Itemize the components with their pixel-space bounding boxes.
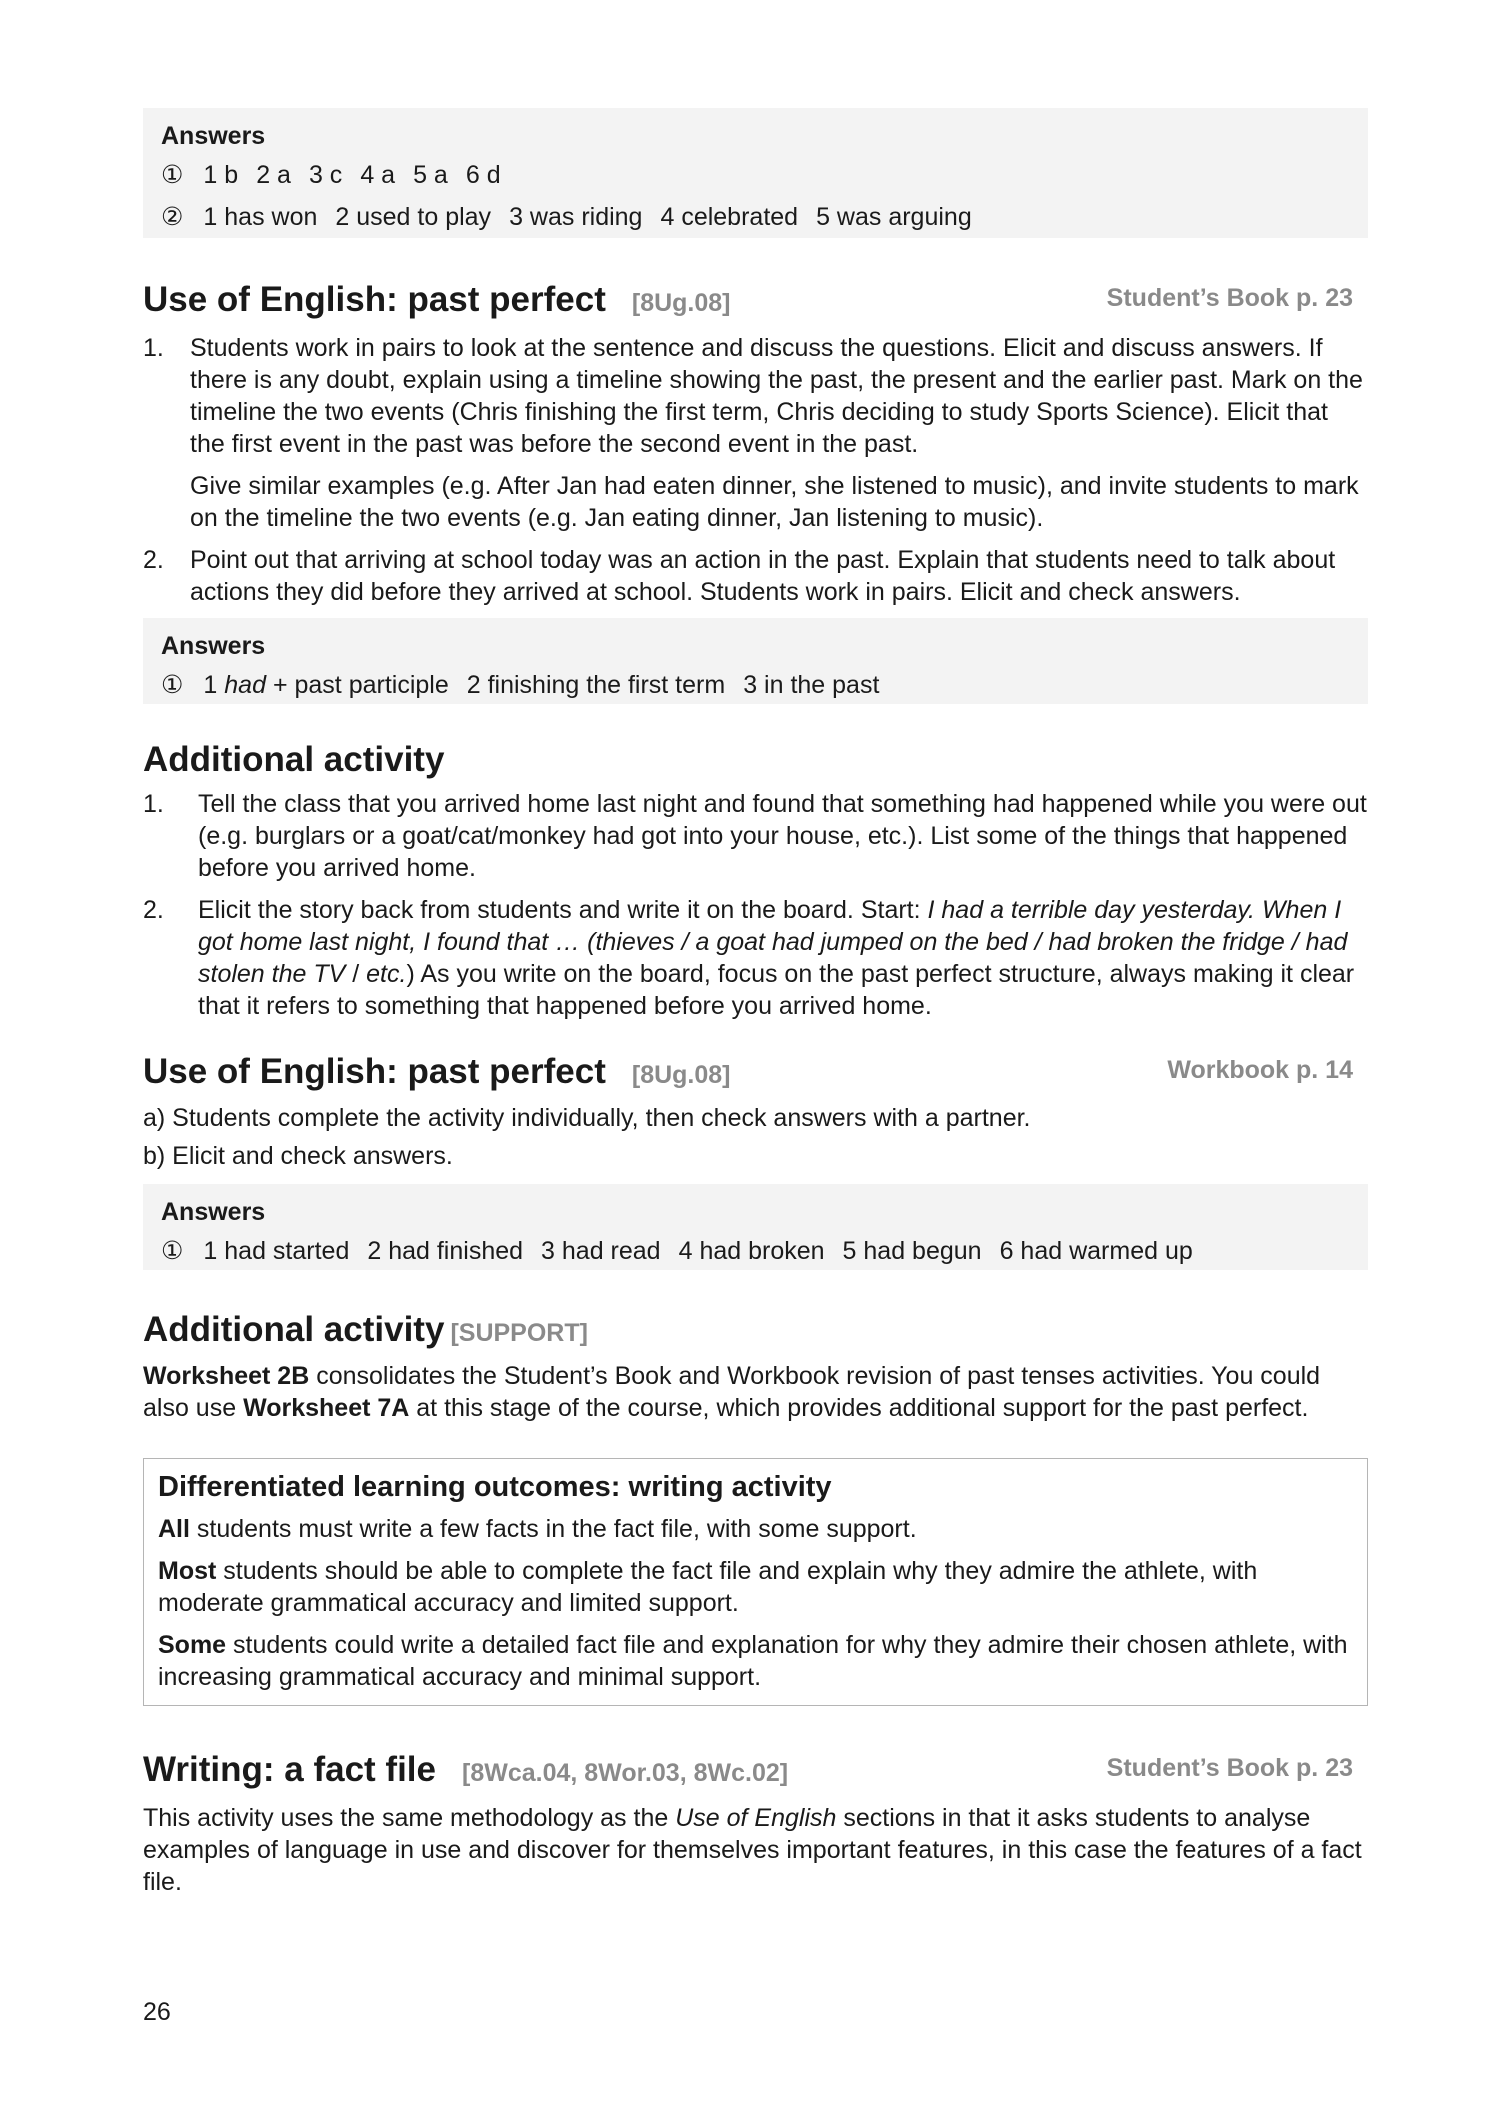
list-item	[143, 544, 1368, 608]
list-number: 2.	[143, 896, 164, 924]
section-heading	[143, 1306, 1368, 1354]
answer-item: 3 was riding	[509, 203, 643, 231]
answer-item: 2 had finished	[367, 1237, 524, 1265]
list-item	[143, 788, 1368, 884]
answer-item: 3 c	[308, 161, 343, 189]
paragraph: Students work in pairs to look at the sentence and discuss the questions. Elicit and discuss answers. If there is any doubt, explain using a timeline showing the past, the present and the earlier past. Mark on the timeline the two events (Chris finishing the first term, Chris deciding to study Sports Science). Elicit that the first event in the past was before the second event in the past.	[190, 334, 1363, 458]
curriculum-code: [8Ug.08]	[631, 1061, 731, 1089]
section-heading	[143, 1746, 1368, 1794]
answers-box	[143, 618, 1368, 704]
paragraph: a) Students complete the activity individually, then check answers with a partner.	[143, 1104, 1031, 1132]
answers-title: Answers	[161, 1198, 266, 1226]
box-title: Differentiated learning outcomes: writing activity	[158, 1471, 832, 1503]
circled-number: ①	[161, 161, 184, 189]
instruction-list	[143, 788, 1368, 1022]
book-reference: Student’s Book p. 23	[1106, 1754, 1353, 1782]
curriculum-code: [8Wca.04, 8Wor.03, 8Wc.02]	[462, 1759, 789, 1787]
list-number: 2.	[143, 546, 164, 574]
answers-box	[143, 1184, 1368, 1270]
paragraph: Point out that arriving at school today was an action in the past. Explain that students need to talk about actions they did before they arrived at school. Students work in pairs. Elicit and check answers.	[190, 546, 1336, 606]
paragraph: b) Elicit and check answers.	[143, 1142, 453, 1170]
section-heading	[143, 276, 1368, 324]
outcome-some: Some students could write a detailed fact file and explanation for why they admire their chosen athlete, with increasing grammatical accuracy and minimal support.	[158, 1631, 1348, 1691]
section-title: Use of English: past perfect	[143, 1052, 606, 1091]
answer-item: 1 b	[203, 161, 239, 189]
answer-item: 3 in the past	[743, 671, 880, 699]
page-content	[143, 0, 1368, 1898]
circled-number: ①	[161, 671, 184, 699]
answer-item: 3 had read	[541, 1237, 661, 1265]
book-reference: Workbook p. 14	[1167, 1056, 1353, 1084]
list-item	[143, 332, 1368, 534]
answer-item: 1 had + past participle	[203, 671, 449, 699]
answer-line	[161, 1230, 1350, 1272]
section-title: Writing: a fact file	[143, 1750, 436, 1789]
outcome-most: Most students should be able to complete the fact file and explain why they admire the athlete, with moderate grammatical accuracy and limited support.	[158, 1557, 1258, 1617]
answer-item: 2 used to play	[335, 203, 492, 231]
paragraph: Tell the class that you arrived home last night and found that something had happened while you were out (e.g. burglars or a goat/cat/monkey had got into your house, etc.). List some of the things that happened before you arrived home.	[198, 790, 1367, 882]
page-number: 26	[143, 1998, 171, 2026]
answer-item: 4 had broken	[678, 1237, 825, 1265]
answer-line	[161, 154, 1350, 196]
answer-item: 6 d	[465, 161, 501, 189]
answer-line	[161, 196, 1350, 238]
answer-item: 5 was arguing	[816, 203, 972, 231]
learning-outcomes-box	[143, 1458, 1368, 1706]
section-heading	[143, 1048, 1368, 1096]
support-tag: [SUPPORT]	[450, 1319, 588, 1347]
outcome-all: All students must write a few facts in the fact file, with some support.	[158, 1515, 917, 1543]
answer-item: 5 had begun	[842, 1237, 982, 1265]
list-item	[143, 894, 1368, 1022]
answers-title: Answers	[161, 122, 266, 150]
answer-item: 1 had started	[203, 1237, 350, 1265]
section-title: Additional activity	[143, 1310, 445, 1349]
section-title: Use of English: past perfect	[143, 280, 606, 319]
curriculum-code: [8Ug.08]	[631, 289, 731, 317]
answers-box	[143, 108, 1368, 238]
answer-line	[161, 664, 1350, 706]
paragraph: Worksheet 2B consolidates the Student’s Book and Workbook revision of past tenses activities. You could also use Worksheet 7A at this stage of the course, which provides additional support for the past perfect.	[143, 1362, 1321, 1422]
answer-item: 4 a	[360, 161, 396, 189]
answer-item: 6 had warmed up	[999, 1237, 1193, 1265]
book-reference: Student’s Book p. 23	[1106, 284, 1353, 312]
circled-number: ①	[161, 1237, 184, 1265]
answer-item: 2 a	[256, 161, 291, 189]
list-number: 1.	[143, 790, 164, 818]
answer-item: 1 has won	[203, 203, 318, 231]
answer-item: 4 celebrated	[660, 203, 799, 231]
section-heading	[143, 736, 1368, 784]
paragraph: Give similar examples (e.g. After Jan had eaten dinner, she listened to music), and invite students to mark on the timeline the two events (e.g. Jan eating dinner, Jan listening to music).	[190, 472, 1359, 532]
paragraph: This activity uses the same methodology as the Use of English sections in that it asks students to analyse examples of language in use and discover for themselves important features, in this case the features of a fact file.	[143, 1804, 1362, 1896]
circled-number: ②	[161, 203, 184, 231]
section-title: Additional activity	[143, 740, 445, 779]
answer-item: 2 finishing the first term	[466, 671, 726, 699]
instruction-list	[143, 332, 1368, 608]
paragraph: Elicit the story back from students and write it on the board. Start: I had a terrible day yesterday. When I got home last night, I found that … (thieves / a goat had jumped on the bed / had broken the fridge / had stolen the TV / etc.) As you write on the board, focus on the past perfect structure, always making it clear that it refers to something that happened before you arrived home.	[198, 896, 1355, 1020]
answer-item: 5 a	[413, 161, 448, 189]
answers-title: Answers	[161, 632, 266, 660]
list-number: 1.	[143, 334, 164, 362]
